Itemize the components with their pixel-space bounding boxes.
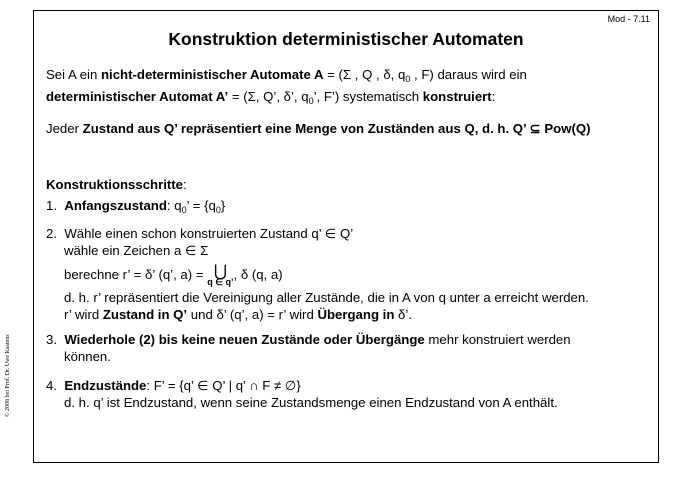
page-number: Mod - 7.11 [607,14,650,24]
state-sentence: Jeder Zustand aus Q’ repräsentiert eine Menge von Zuständen aus Q, d. h. Q’ ⊆ Pow(Q) [46,121,591,136]
union-operator: ⋃ q ∈ q’ [207,263,234,287]
step-2-line-2: wähle ein Zeichen a ∈ Σ [64,243,209,258]
step-2-line-4: d. h. r’ repräsentiert die Vereinigung aller Zustände, die in A von q unter a erreicht werden. [64,290,589,305]
step-2-line-5: r’ wird Zustand in Q’ und δ’ (q’, a) = r’ wird Übergang in δ’. [64,307,412,322]
step-2-line-3: berechne r’ = δ’ (q’, a) = ⋃ q ∈ q’ , δ (q, a) [64,263,283,287]
step-1: 1. Anfangszustand: $q_0$’ = $\{q_0\}$ [46,198,226,215]
step-4-line-1: 4. Endzustände: F’ = {q’ ∈ Q’ | q’ ∩ F ≠ ∅} [46,378,301,393]
slide-frame [33,10,659,463]
copyright-note: © 2008 bei Prof. Dr. Uwe Kastens [5,334,11,417]
page-title: Konstruktion deterministischer Automaten [168,29,524,49]
step-3-line-2: können. [64,349,111,364]
step-4-line-2: d. h. q’ ist Endzustand, wenn seine Zustandsmenge einen Endzustand von A enthält. [64,395,558,410]
intro-line-1: Sei A ein nicht-deterministischer Automate A = (Σ , Q , δ, $q_0$ , F) daraus wird ein [46,67,527,84]
step-2-line-1: 2. Wähle einen schon konstruierten Zustand q’ ∈ Q’ [46,226,354,241]
steps-heading: Konstruktionsschritte: [46,177,187,192]
step-3-line-1: 3. Wiederhole (2) bis keine neuen Zustände oder Übergänge mehr konstruiert werden [46,332,571,347]
intro-line-2: deterministischer Automat A’ = (Σ, Q’, δ’, $q_0$’, F’) systematisch konstruiert: [46,89,496,106]
